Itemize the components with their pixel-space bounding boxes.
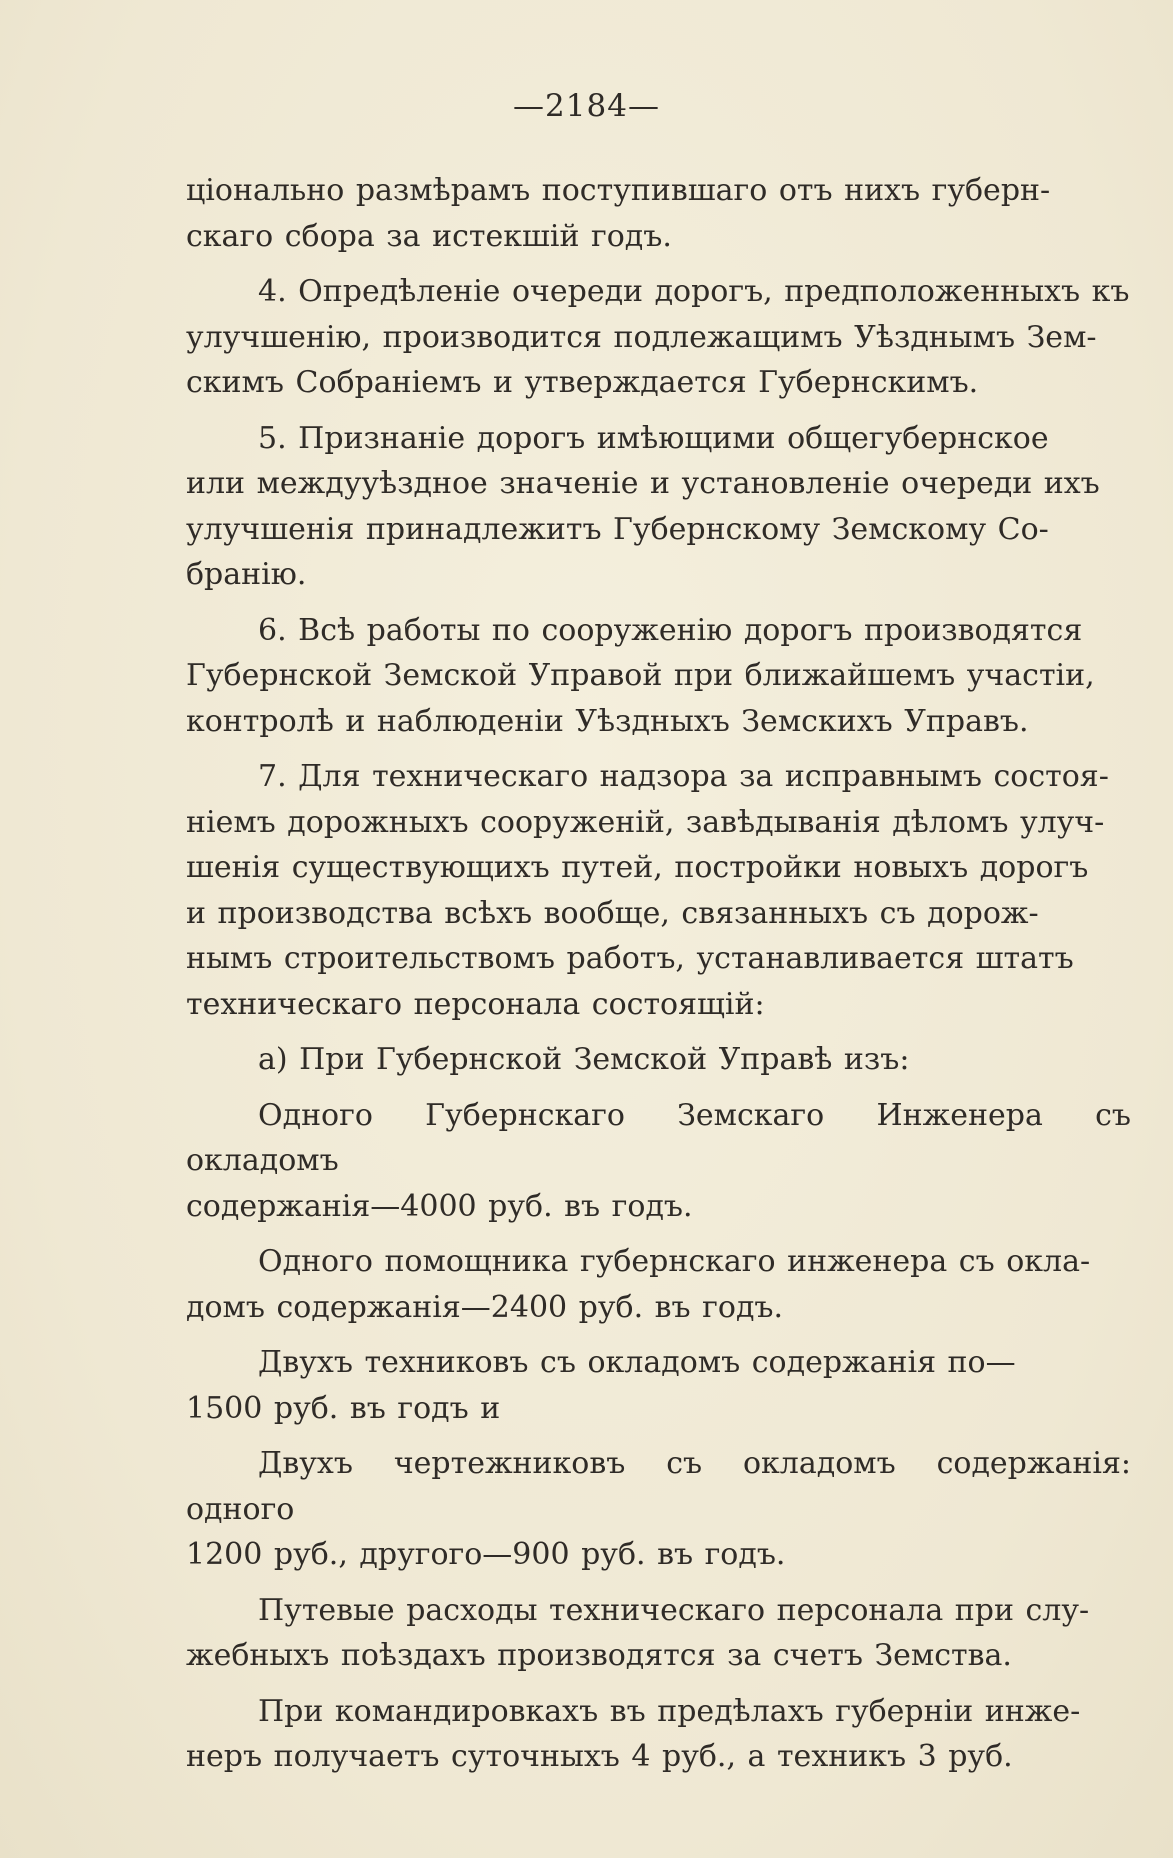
paragraph-continuation: ціонально размѣрамъ поступившаго отъ нихъ губерн- скаго сбора за истекшій годъ.: [186, 173, 1051, 254]
paragraph-item-7: 7. Для техническаго надзора за исправнымъ состоя- ніемъ дорожныхъ сооруженій, завѣдыванія дѣломъ улуч- шенія существующихъ путей, постройки новыхъ дорогъ и производства всѣхъ вообще, связанныхъ съ дорож- нымъ строительствомъ работъ, устанавливается штатъ техническаго персонала состоящій:: [186, 759, 1109, 1022]
paragraph-travel-expenses: Путевые расходы техническаго персонала при слу- жебныхъ поѣздахъ производятся за счетъ Земства.: [186, 1592, 1090, 1673]
paragraph-subsection-a: а) При Губернской Земской Управѣ изъ:: [258, 1042, 910, 1077]
paragraph-per-diem: При командировкахъ въ предѣлахъ губерніи инже- неръ получаетъ суточныхъ 4 руб., а техникъ 3 руб.: [186, 1693, 1081, 1774]
paragraph-item-6: 6. Всѣ работы по сооруженію дорогъ производятся Губернской Земской Управой при ближайшемъ участіи, контролѣ и наблюденіи Уѣздныхъ Земскихъ Управъ.: [186, 612, 1095, 739]
paragraph-item-5: 5. Признаніе дорогъ имѣющими общегубернское или междууѣздное значеніе и установленіе очереди ихъ улучшенія принадлежитъ Губернскому Земскому Со- бранію.: [186, 420, 1100, 592]
paragraph-assistant-engineer: Одного помощника губернскаго инженера съ окла- домъ содержанія—2400 руб. въ годъ.: [186, 1244, 1091, 1325]
page-number: —2184—: [513, 88, 660, 124]
paragraph-item-4: 4. Опредѣленіе очереди дорогъ, предположенныхъ къ улучшенію, производится подлежащимъ Уѣзднымъ Зем- скимъ Собраніемъ и утверждается Губернскимъ.: [186, 274, 1130, 400]
body-text: [186, 168, 1131, 1790]
paragraph-engineer: Одного Губернскаго Земскаго Инженера съ окладомъ содержанія—4000 руб. въ годъ.: [186, 1097, 1131, 1224]
paragraph-draftsmen: Двухъ чертежниковъ съ окладомъ содержанія: одного 1200 руб., другого—900 руб. въ годъ.: [186, 1446, 1131, 1572]
paragraph-technicians: Двухъ техниковъ съ окладомъ содержанія по— 1500 руб. въ годъ и: [186, 1345, 1016, 1426]
